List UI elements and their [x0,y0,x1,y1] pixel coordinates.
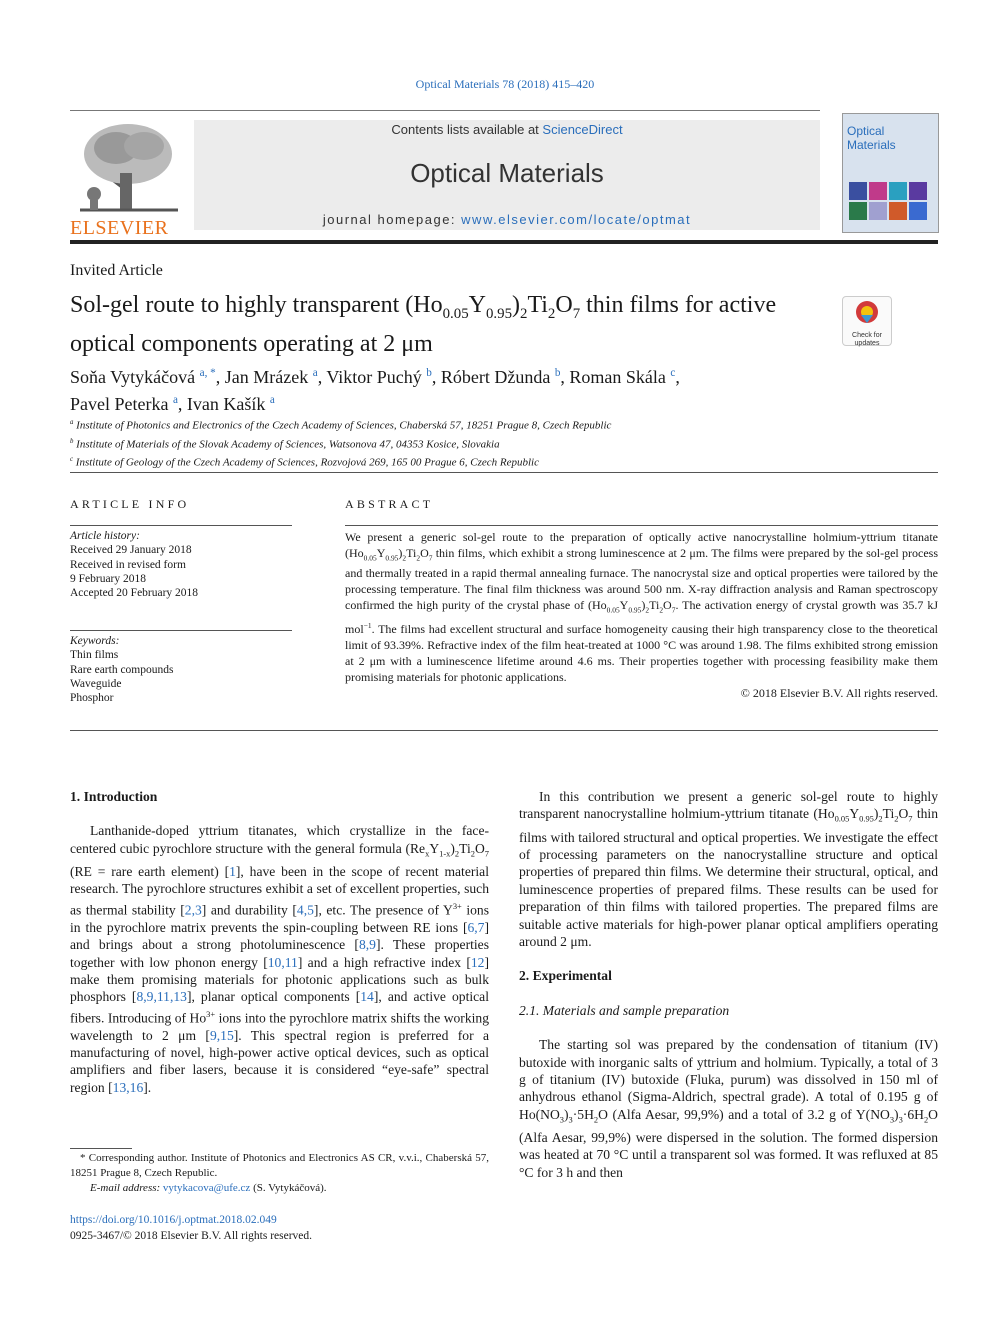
author-name[interactable]: Jan Mrázek [224,367,309,387]
header-thick-rule [70,240,938,244]
reference-link[interactable]: 14 [360,989,374,1005]
article-title [70,290,830,359]
author-separator: , [215,367,225,387]
cover-graphic-icon [843,152,938,232]
abstract-text: We present a generic sol-gel route to the preparation of optically active nanocrystalline holmium-yttrium titanate $(Ho_{0.05}Y_{0.95})_2Ti_2O_7$ thin films, which exhibit a strong luminescence at 2 μm. The films were prepared by the sol-gel process and thermally treated in a rapid thermal annealing furnace. The nanocrystal size and optical properties were tailored by the processing temperature. The final film thickness was around 500 nm. X-ray diffraction analysis and Raman spectroscopy confirmed the high purity of the crystal phase of $(Ho_{0.05}Y_{0.95})_2Ti_2O_7$. The activation energy of crystal growth was 35.7 kJ mol$^{-1}$. The films had excellent structural and surface homogeneity causing their high transparency close to the theoretical limit of 93.39%. Refractive index of the film heat-treated at 1000 °C was around 1.98. The films exhibited strong emission at 2 μm with a luminescence lifetime around 4.6 ms. Their properties together with processing feasibility make them promising materials for photonic applications. [345,530,938,685]
title-subscript: 0.05 [442,305,469,322]
experimental-paragraph: The starting sol was prepared by the condensation of titanium (IV) butoxide with inorganic salts of yttrium and holmium. Typically, a total of 3 g of titanium (IV) butoxide (Fluka, purum) was dissolved in 150 ml of anhydrous ethanol (Sigma-Aldrich, spectral grade). A total of 0.195 g of $Ho(NO_3)_3\cdot 5H_2O$ (Alfa Aesar, 99,9%) and a total of 3.2 g of $Y(NO_3)_3\cdot 6H_2O$ (Alfa Aesar, 99,9%) were dispersed in the solution. The formed dispersion was heated at 70 °C until a transparent sol was formed. It was refluxed at 85 °C for 3 h and then [519,1037,938,1180]
affiliation-marker: c [70,456,74,464]
doi-link[interactable]: https://doi.org/10.1016/j.optmat.2018.02.049 [70,1214,277,1226]
author-separator: , [177,394,187,414]
reference-link[interactable]: 13,16 [112,1079,144,1095]
materials-subheading: 2.1. Materials and sample preparation [519,1002,730,1018]
check-for-updates-button[interactable] [842,296,892,346]
homepage-line [194,212,820,227]
author-affiliation-marker[interactable]: b [554,367,561,379]
left-column [70,788,489,1096]
title-part: ) [512,292,520,318]
reference-link[interactable]: 2,3 [184,902,202,918]
abstract-copyright: © 2018 Elsevier B.V. All rights reserved. [740,685,938,700]
affiliation-text: Institute of Materials of the Slovak Academy of Sciences, Watsonova 47, 04353 Kosice, Slovakia [76,438,500,451]
title-subscript: 0.95 [485,305,512,322]
author-name[interactable]: Roman Skála [569,367,666,387]
homepage-prefix: journal homepage: [322,212,462,227]
journal-citation-link[interactable]: Optical Materials 78 (2018) 415–420 [415,77,595,91]
elsevier-wordmark: ELSEVIER [70,217,169,239]
article-info-rule [70,525,292,526]
affiliation-text: Institute of Photonics and Electronics of the Czech Academy of Sciences, Chaberská 57, 18251 Prague 8, Czech Republic [76,419,612,432]
corresponding-author-note: * Corresponding author. Institute of Photonics and Electronics AS CR, v.v.i., Chaberská 57, 18251 Prague 8, Czech Republic. [70,1152,489,1179]
history-label: Article history: [70,530,140,542]
sciencedirect-link[interactable]: ScienceDirect [542,122,623,137]
footnote [70,1151,489,1196]
article-type: Invited Article [70,262,163,279]
author[interactable] [326,367,441,387]
author-affiliation-marker[interactable]: a, * [199,367,216,379]
reference-link[interactable]: 8,9,11,13 [136,989,187,1005]
abstract-body [345,530,938,702]
author-affiliation-marker[interactable]: a [312,367,318,379]
keywords [70,634,173,705]
article-history [70,529,198,600]
author[interactable] [225,367,327,387]
homepage-link[interactable]: www.elsevier.com/locate/optmat [461,212,692,227]
keywords-label: Keywords: [70,635,120,647]
journal-banner [194,120,820,230]
keyword: Thin films [70,649,119,662]
title-subscript: 2 [520,305,528,322]
history-item: Received 29 January 2018 [70,544,192,557]
author-separator: , [675,367,680,387]
footer [70,1212,312,1244]
right-column [519,788,938,1181]
experimental-heading: 2. Experimental [519,968,612,984]
author-name[interactable]: Ivan Kašík [186,394,266,414]
reference-link[interactable]: 12 [470,954,485,970]
article-info-heading: ARTICLE INFO [70,497,190,511]
introduction-heading: 1. Introduction [70,789,158,804]
introduction-paragraph: Lanthanide-doped yttrium titanates, which crystallize in the face-centered cubic pyrochlore structure with the general formula $(Re_xY_{1-x})_2Ti_2O_7$ (RE = rare earth element) [1], have been in the scope of recent material research. The pyrochlore structures exhibit a set of excellent properties, such as thermal stability [2,3] and durability [4,5], etc. The presence of $Y^{3+}$ ions in the pyrochlore matrix prevents the spin-coupling between RE ions [6,7] and brings about a strong photoluminescence [8,9]. These properties together with low phonon energy [10,11] and a high refractive index [12] make them promising materials for photonic applications such as bulk phosphors [8,9,11,13], planar optical components [14], and active optical fibers. Introducing of $Ho^{3+}$ ions into the pyrochlore matrix shifts the working wavelength to 2 μm [9,15]. This spectral region is preferred for a manufacturing of novel, high-power active optical devices, such as optical amplifiers and fiber lasers, because it is considered “eye-safe” spectral region [13,16]. [70,823,490,1095]
contents-line [194,122,820,137]
affiliation [70,415,870,434]
email-link[interactable]: vytykacova@ufe.cz [162,1182,251,1194]
elsevier-tree-icon [70,118,188,214]
abstract-bottom-rule [70,730,938,731]
author-separator: , [560,367,570,387]
author-affiliation-marker[interactable]: b [426,367,432,379]
history-item: 9 February 2018 [70,572,147,585]
author[interactable] [70,394,187,414]
author[interactable] [569,367,679,387]
author-name[interactable]: Róbert Džunda [440,367,551,387]
history-item: Accepted 20 February 2018 [70,587,199,600]
keyword: Phosphor [70,692,114,705]
affiliation-text: Institute of Geology of the Czech Academy of Sciences, Rozvojová 269, 165 00 Prague 6, Czech Republic [75,456,539,469]
reference-link[interactable]: 4,5 [296,902,314,918]
reference-link[interactable]: 6,7 [467,919,485,935]
journal-title[interactable]: Optical Materials [410,158,604,188]
author-name[interactable]: Soňa Vytykáčová [70,367,196,387]
author-name[interactable]: Pavel Peterka [70,394,169,414]
title-part: Sol-gel route to highly transparent (Ho [70,292,443,318]
author-affiliation-marker[interactable]: a [269,394,275,406]
keywords-rule [70,630,292,631]
contents-prefix: Contents lists available at [391,122,543,137]
title-subscript: 2 [547,305,556,322]
affiliation [70,434,870,453]
issn-line: 0925-3467/© 2018 Elsevier B.V. All rights reserved. [70,1230,313,1242]
email-suffix: (S. Vytykáčová). [250,1182,327,1194]
email-label: E-mail address: [90,1182,163,1194]
reference-link[interactable]: 8,9 [358,937,376,953]
reference-link[interactable]: 1 [229,863,236,879]
crossmark-icon [843,297,891,327]
reference-link[interactable]: 10,11 [267,954,298,970]
title-part: Y [468,292,486,318]
elsevier-logo[interactable] [70,118,188,239]
reference-link[interactable]: 9,15 [209,1027,234,1043]
affiliation [70,452,870,471]
author[interactable] [187,394,275,414]
history-item: Received in revised form [70,558,186,571]
keyword: Waveguide [70,677,122,690]
affiliation-marker: a [70,419,74,426]
author-separator: , [431,367,441,387]
abstract-heading: ABSTRACT [345,497,434,511]
author-separator: , [317,367,327,387]
email-note [70,1181,489,1196]
author[interactable] [70,367,225,387]
affiliation-marker: b [70,437,74,445]
author[interactable] [441,367,570,387]
author-affiliation-marker[interactable]: a [172,394,178,406]
journal-cover-image[interactable] [842,113,939,233]
title-part: thin films for active optical components operating at 2 μm [70,292,777,357]
cover-title: Optical Materials [847,124,896,152]
crossmark-label: Check for updates [852,332,882,347]
author-list [70,362,830,416]
top-rule [70,110,820,111]
affiliation-list [70,415,870,471]
keyword: Rare earth compounds [70,663,174,676]
affiliation-rule [70,472,938,473]
title-part: O [555,292,573,318]
title-part: Ti [527,292,548,318]
author-name[interactable]: Viktor Puchý [326,367,422,387]
author-affiliation-marker[interactable]: c [670,367,676,379]
abstract-rule [345,525,938,526]
footnote-rule [70,1148,132,1149]
contribution-paragraph: In this contribution we present a generic sol-gel route to highly transparent nanocrystalline holmium-yttrium titanate $(Ho_{0.05}Y_{0.95})_2Ti_2O_7$ thin films with tailored structural and optical properties. We investigate the effect of processing parameters on the nanocrystalline structure and optical properties of prepared thin films. We determine their structural, optical, and luminescence properties of prepared films. These results can be used for preparation of thin films with tailored properties. The prepared films are suitable active materials for high-power planar optical amplifiers operating around 2 μm. [519,789,938,949]
title-subscript: 7 [572,305,581,322]
